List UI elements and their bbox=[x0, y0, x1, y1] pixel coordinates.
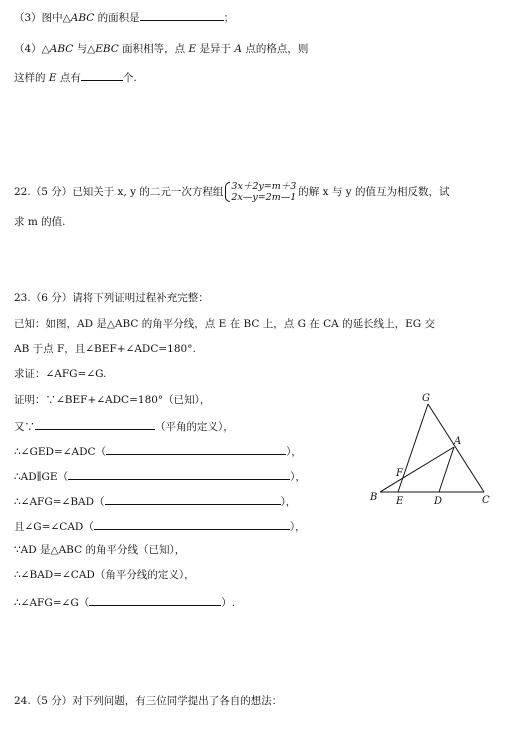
q22-line2: 求 m 的值. bbox=[14, 216, 66, 228]
q23-step-7: ∴∠BAD=∠CAD（角平分线的定义）， bbox=[14, 569, 195, 581]
label-d: D bbox=[434, 496, 443, 507]
answer-blank[interactable] bbox=[106, 443, 286, 455]
segment-gc bbox=[428, 404, 484, 492]
answer-blank[interactable] bbox=[94, 518, 290, 530]
answer-blank[interactable] bbox=[35, 418, 155, 430]
q24-heading: 24.（5 分）对下列问题，有三位同学提出了各自的想法： bbox=[14, 695, 283, 707]
segment-ba bbox=[380, 447, 454, 492]
q21-part3: （3）图中△ABC 的面积是 ； bbox=[14, 9, 234, 25]
q21-part4-line2: 这样的 E 点有 个. bbox=[14, 69, 137, 85]
q23-step-2: ∴∠GED=∠ADC（ ）， bbox=[14, 443, 302, 459]
q21-part4: （4）△ABC 与△EBC 面积相等，点 E 是异于 A 点的格点，则 bbox=[14, 43, 309, 55]
q23-step-8: ∴∠AFG=∠G（ ）. bbox=[14, 594, 235, 610]
answer-blank[interactable] bbox=[81, 69, 123, 81]
label-a: A bbox=[454, 436, 462, 447]
q23-known-1: 已知：如图，AD 是△ABC 的角平分线，点 E 在 BC 上，点 G 在 CA 的延长线上，EG 交 bbox=[14, 318, 435, 330]
label-g: G bbox=[422, 393, 430, 404]
segment-ad bbox=[439, 447, 454, 492]
label-c: C bbox=[482, 495, 490, 506]
q23-step-6: ∵AD 是△ABC 的角平分线（已知）， bbox=[14, 544, 186, 556]
q23-heading: 23.（6 分）请将下列证明过程补充完整： bbox=[14, 292, 209, 304]
answer-blank[interactable] bbox=[105, 493, 281, 505]
q23-step-3: ∴AD∥GE（ ）， bbox=[14, 468, 306, 484]
q23-known-2: AB 于点 F，且∠BEF+∠ADC=180°. bbox=[14, 343, 196, 355]
q23-step-4: ∴∠AFG=∠BAD（ ）， bbox=[14, 493, 296, 509]
label-e: E bbox=[396, 496, 404, 507]
q23-step-5: 且∠G=∠CAD（ ）， bbox=[14, 518, 306, 534]
answer-blank[interactable] bbox=[140, 9, 224, 21]
geometry-figure bbox=[368, 392, 493, 512]
answer-blank[interactable] bbox=[68, 468, 290, 480]
q23-prove: 求证：∠AFG=∠G. bbox=[14, 368, 107, 380]
label-b: B bbox=[370, 492, 378, 503]
answer-blank[interactable] bbox=[89, 594, 221, 606]
q23-step-1: 又∵ （平角的定义）， bbox=[14, 418, 234, 434]
q22-line1: 22.（5 分）已知关于 x, y 的二元一次方程组 3x＋2y=m＋3 2x—y=2m—1 的解 x 与 y 的值互为相反数，试 bbox=[14, 181, 450, 203]
label-f: F bbox=[396, 468, 403, 479]
q23-proof-head: 证明：∵∠BEF+∠ADC=180°（已知）， bbox=[14, 394, 211, 406]
equation-system: 3x＋2y=m＋3 2x—y=2m—1 bbox=[225, 181, 296, 203]
